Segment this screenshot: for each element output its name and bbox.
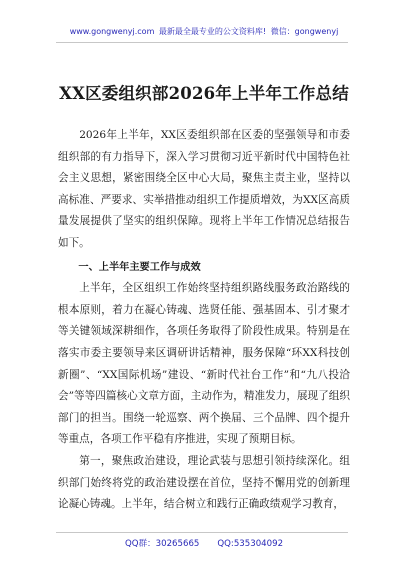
page-footer <box>0 537 408 549</box>
document-title: XX区委组织部2026年上半年工作总结 <box>59 84 349 103</box>
section-heading: 一、上半年主要工作与成效 <box>78 261 201 273</box>
section-paragraph: 上半年，全区组织工作始终坚持组织路线服务政治路线的根本原则，着力在凝心铸魂、选贤任能、强基固本、引才聚才等关键领域深耕细作，各项任务取得了阶段性成果。特别是在落实市委主要领导来区调研讲话精神，服务保障“环XX科技创新圈”、“XX国际机场”建设、“新时代社台工作”和“九八投洽会”等等四篇核心文章方面，主动作为，精准发力，展现了组织部门的担当。围绕一轮巡察、两个换届、三个品牌、四个提升等重点，各项工作平稳有序推进，实现了预期目标。 <box>58 282 350 446</box>
footer-divider <box>56 532 348 533</box>
footer-qq: QQ:535304092 <box>217 539 284 549</box>
header-tagline: 最新最全最专业的公文资料库! <box>158 27 267 36</box>
document-body <box>58 125 350 516</box>
point-paragraph: 第一，聚焦政治建设，理论武装与思想引领持续深化。组织部门始终将党的政治建设摆在首位，坚持不懈用党的创新理论凝心铸魂。上半年，结合树立和践行正确政绩观学习教育， <box>58 454 350 511</box>
header-wechat: 微信：gongwenyj <box>270 27 339 36</box>
intro-paragraph: 2026年上半年，XX区委组织部在区委的坚强领导和市委组织部的有力指导下，深入学习贯彻习近平新时代中国特色社会主义思想，紧密围绕全区中心大局，聚焦主责主业，坚持以高标准、严要求、实举措推动组织工作提质增效，为XX区高质量发展提供了坚实的组织保障。现将上半年工作情况总结报告如下。 <box>58 129 350 249</box>
header-site-link[interactable]: www.gongwenyj.com <box>69 27 155 36</box>
header-divider <box>56 42 348 43</box>
footer-qq-group: QQ群：30265665 <box>124 539 200 549</box>
page-header <box>0 26 408 37</box>
